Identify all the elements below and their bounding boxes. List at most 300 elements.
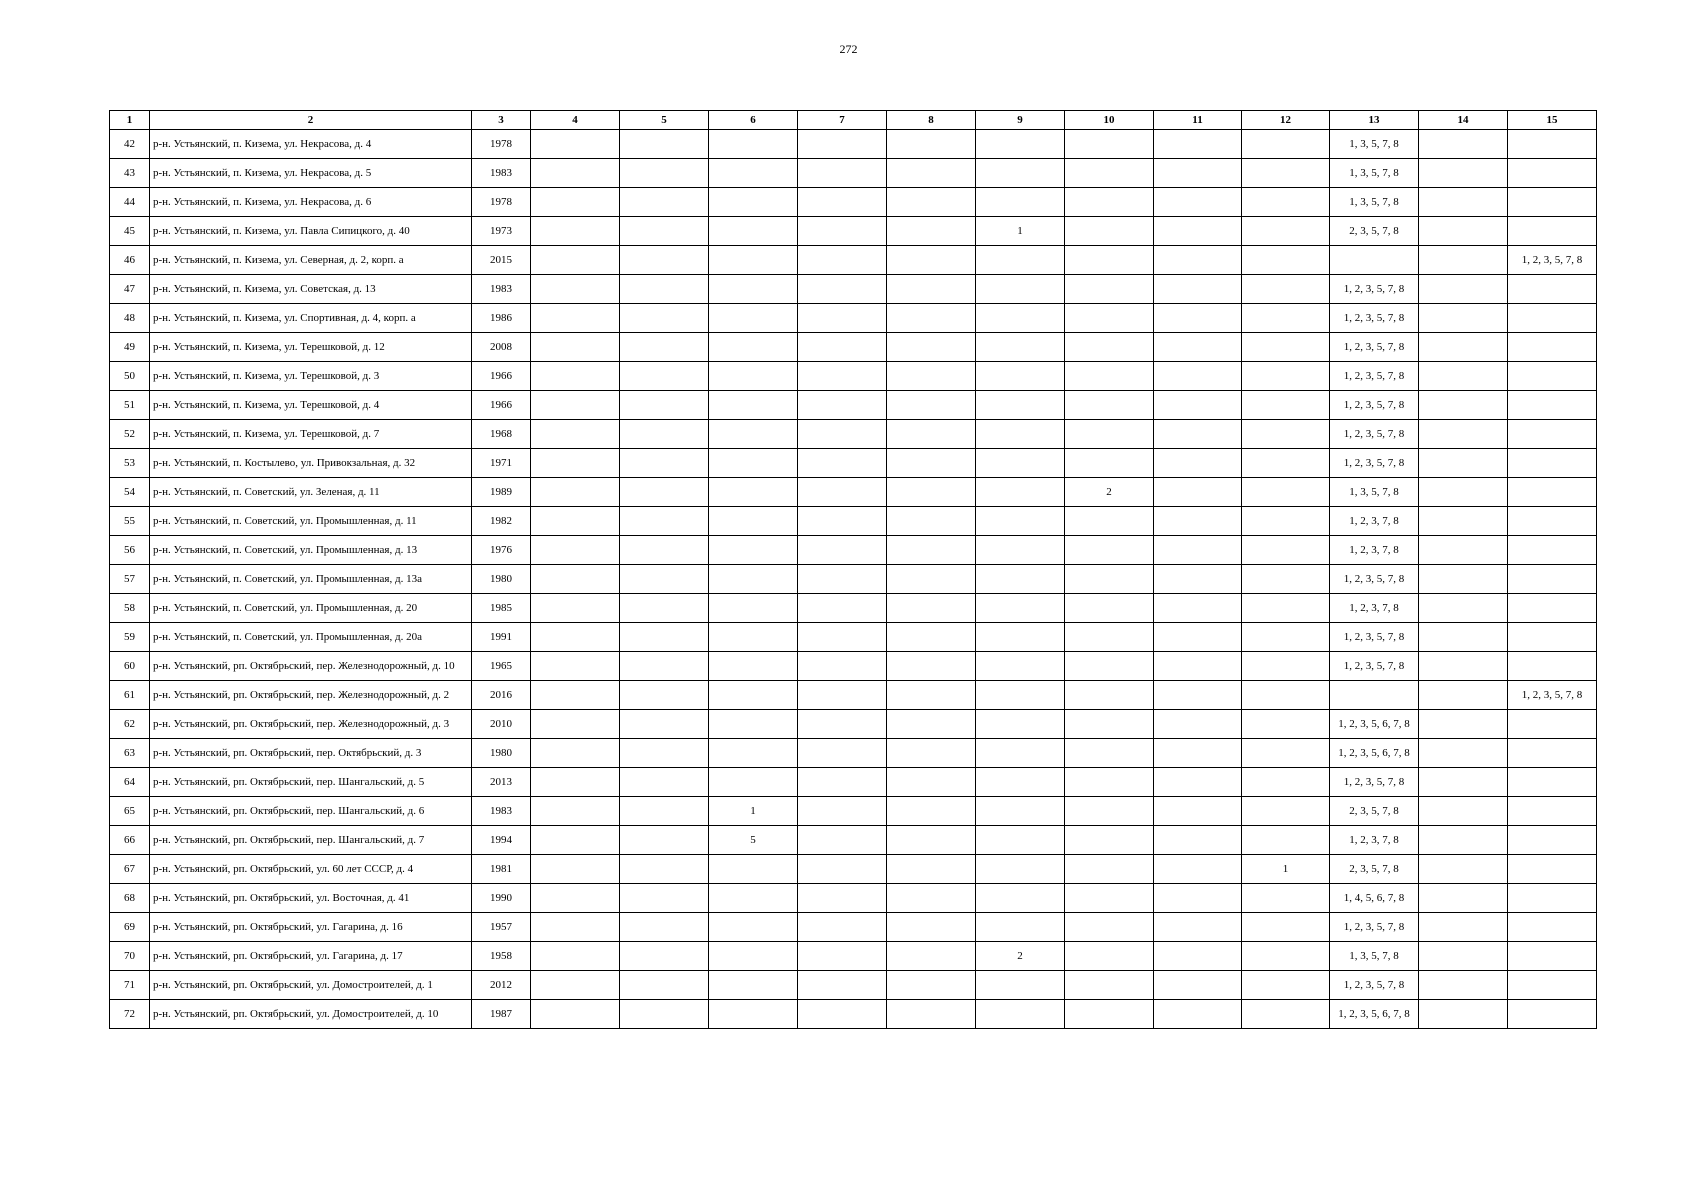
table-cell: 1, 2, 3, 7, 8 [1330, 594, 1419, 623]
table-cell [709, 768, 798, 797]
address-cell: р-н. Устьянский, рп. Октябрьский, пер. Шангальский, д. 5 [150, 768, 472, 797]
table-row [110, 623, 1597, 652]
table-cell [1154, 971, 1242, 1000]
table-cell [1242, 275, 1330, 304]
table-cell [620, 217, 709, 246]
table-cell [1242, 217, 1330, 246]
table-cell [1154, 942, 1242, 971]
table-cell: 1, 2, 3, 5, 7, 8 [1330, 623, 1419, 652]
table-cell [620, 507, 709, 536]
table-cell [887, 768, 976, 797]
table-cell: 60 [110, 652, 150, 681]
table-cell [1154, 304, 1242, 333]
table-cell [887, 971, 976, 1000]
table-cell [620, 420, 709, 449]
table-cell [1419, 188, 1508, 217]
table-cell [1419, 710, 1508, 739]
table-row [110, 362, 1597, 391]
table-cell [531, 681, 620, 710]
table-cell [1154, 362, 1242, 391]
table-cell [976, 333, 1065, 362]
table-cell [1508, 130, 1597, 159]
table-cell [1065, 623, 1154, 652]
table-cell [1065, 362, 1154, 391]
table-cell [976, 1000, 1065, 1029]
table-cell [1242, 507, 1330, 536]
table-cell [976, 565, 1065, 594]
table-cell [1242, 913, 1330, 942]
table-cell [1508, 507, 1597, 536]
table-cell [531, 188, 620, 217]
table-cell [531, 884, 620, 913]
table-cell [1508, 449, 1597, 478]
table-row [110, 449, 1597, 478]
table-cell [798, 333, 887, 362]
table-cell: 1, 2, 3, 7, 8 [1330, 507, 1419, 536]
table-cell [798, 971, 887, 1000]
table-cell [887, 623, 976, 652]
table-cell: 1 [1242, 855, 1330, 884]
table-cell [1065, 826, 1154, 855]
table-cell [709, 855, 798, 884]
table-cell [887, 884, 976, 913]
page-number: 272 [839, 42, 858, 56]
table-cell [1242, 478, 1330, 507]
table-cell [1242, 333, 1330, 362]
table-cell [620, 913, 709, 942]
table-cell [798, 623, 887, 652]
table-cell [1508, 217, 1597, 246]
table-cell: 45 [110, 217, 150, 246]
table-cell [887, 797, 976, 826]
table-cell: 1, 3, 5, 7, 8 [1330, 159, 1419, 188]
address-cell: р-н. Устьянский, рп. Октябрьский, пер. Шангальский, д. 7 [150, 826, 472, 855]
table-row [110, 159, 1597, 188]
table-cell [1508, 739, 1597, 768]
table-cell: 61 [110, 681, 150, 710]
table-cell [976, 275, 1065, 304]
table-cell [709, 536, 798, 565]
table-cell [798, 391, 887, 420]
table-cell [798, 768, 887, 797]
table-cell [1154, 826, 1242, 855]
table-cell [531, 130, 620, 159]
address-cell: р-н. Устьянский, рп. Октябрьский, ул. Восточная, д. 41 [150, 884, 472, 913]
table-cell [887, 536, 976, 565]
table-cell [798, 710, 887, 739]
address-cell: р-н. Устьянский, п. Кизема, ул. Северная, д. 2, корп. а [150, 246, 472, 275]
table-cell [709, 681, 798, 710]
table-cell: 42 [110, 130, 150, 159]
table-cell [709, 594, 798, 623]
table-cell [1508, 826, 1597, 855]
table-cell [1065, 188, 1154, 217]
address-cell: р-н. Устьянский, п. Кизема, ул. Павла Сипицкого, д. 40 [150, 217, 472, 246]
table-row [110, 420, 1597, 449]
table-row [110, 478, 1597, 507]
table-cell [1419, 681, 1508, 710]
table-cell [887, 565, 976, 594]
address-cell: р-н. Устьянский, п. Кизема, ул. Советская, д. 13 [150, 275, 472, 304]
table-cell [1419, 768, 1508, 797]
table-cell [709, 942, 798, 971]
table-cell [798, 1000, 887, 1029]
table-cell [798, 681, 887, 710]
table-cell: 1976 [472, 536, 531, 565]
table-cell [1242, 681, 1330, 710]
table-cell [531, 333, 620, 362]
table-cell [1508, 565, 1597, 594]
table-cell [1154, 420, 1242, 449]
table-cell: 1981 [472, 855, 531, 884]
table-cell: 1, 2, 3, 5, 6, 7, 8 [1330, 739, 1419, 768]
table-row [110, 304, 1597, 333]
table-cell [1242, 1000, 1330, 1029]
table-cell [1419, 942, 1508, 971]
table-cell [1508, 304, 1597, 333]
table-cell [1419, 1000, 1508, 1029]
table-cell [1154, 623, 1242, 652]
table-cell: 1, 2, 3, 7, 8 [1330, 826, 1419, 855]
table-cell [976, 739, 1065, 768]
table-cell: 1, 2, 3, 5, 7, 8 [1508, 246, 1597, 275]
table-cell [976, 159, 1065, 188]
table-cell [1065, 333, 1154, 362]
table-cell [976, 855, 1065, 884]
table-cell [531, 971, 620, 1000]
table-cell [620, 275, 709, 304]
table-cell: 1968 [472, 420, 531, 449]
table-cell [620, 594, 709, 623]
table-cell [709, 304, 798, 333]
table-cell: 53 [110, 449, 150, 478]
table-cell [1419, 246, 1508, 275]
table-cell: 59 [110, 623, 150, 652]
table-cell [798, 739, 887, 768]
table-cell [531, 623, 620, 652]
table-cell [1154, 739, 1242, 768]
table-cell [1419, 478, 1508, 507]
column-header: 6 [709, 111, 798, 130]
table-cell [531, 420, 620, 449]
table-cell: 51 [110, 391, 150, 420]
table-cell [1065, 884, 1154, 913]
table-cell [798, 942, 887, 971]
table-cell [887, 159, 976, 188]
table-row [110, 652, 1597, 681]
table-cell [1065, 1000, 1154, 1029]
table-cell [1154, 884, 1242, 913]
table-cell [1065, 536, 1154, 565]
table-cell [1154, 768, 1242, 797]
table-cell [1242, 652, 1330, 681]
table-cell [1419, 159, 1508, 188]
table-cell [1242, 246, 1330, 275]
address-cell: р-н. Устьянский, п. Советский, ул. Промышленная, д. 20 [150, 594, 472, 623]
table-cell [976, 420, 1065, 449]
table-cell [1508, 797, 1597, 826]
table-cell: 70 [110, 942, 150, 971]
address-cell: р-н. Устьянский, п. Костылево, ул. Привокзальная, д. 32 [150, 449, 472, 478]
table-cell: 2015 [472, 246, 531, 275]
table-cell [620, 739, 709, 768]
table-cell [1508, 1000, 1597, 1029]
table-cell: 1, 4, 5, 6, 7, 8 [1330, 884, 1419, 913]
table-cell [1065, 507, 1154, 536]
table-row [110, 275, 1597, 304]
table-cell [798, 507, 887, 536]
table-cell: 48 [110, 304, 150, 333]
table-cell [1419, 507, 1508, 536]
address-cell: р-н. Устьянский, п. Советский, ул. Промышленная, д. 11 [150, 507, 472, 536]
table-cell: 1, 2, 3, 5, 7, 8 [1330, 362, 1419, 391]
table-cell [887, 507, 976, 536]
address-cell: р-н. Устьянский, п. Кизема, ул. Некрасова, д. 6 [150, 188, 472, 217]
table-cell: 2 [976, 942, 1065, 971]
table-row [110, 246, 1597, 275]
table-cell [620, 449, 709, 478]
table-cell: 1989 [472, 478, 531, 507]
table-cell: 1966 [472, 391, 531, 420]
table-cell [887, 594, 976, 623]
table-cell [620, 768, 709, 797]
address-cell: р-н. Устьянский, п. Кизема, ул. Терешковой, д. 4 [150, 391, 472, 420]
table-cell [1065, 449, 1154, 478]
table-cell: 58 [110, 594, 150, 623]
table-row [110, 188, 1597, 217]
column-header: 12 [1242, 111, 1330, 130]
table-cell [1419, 362, 1508, 391]
table-row [110, 971, 1597, 1000]
table-cell: 1, 3, 5, 7, 8 [1330, 478, 1419, 507]
table-cell [709, 391, 798, 420]
table-cell: 5 [709, 826, 798, 855]
table-cell [976, 826, 1065, 855]
table-cell: 2, 3, 5, 7, 8 [1330, 797, 1419, 826]
table-cell: 1983 [472, 159, 531, 188]
table-cell [887, 130, 976, 159]
table-cell: 1986 [472, 304, 531, 333]
table-cell [1419, 449, 1508, 478]
table-cell [1065, 710, 1154, 739]
address-cell: р-н. Устьянский, рп. Октябрьский, пер. Октябрьский, д. 3 [150, 739, 472, 768]
table-row [110, 507, 1597, 536]
table-cell [1419, 594, 1508, 623]
address-cell: р-н. Устьянский, рп. Октябрьский, ул. 60 лет СССР, д. 4 [150, 855, 472, 884]
table-cell [976, 710, 1065, 739]
table-cell [620, 797, 709, 826]
table-cell [798, 855, 887, 884]
table-cell [887, 652, 976, 681]
table-row [110, 565, 1597, 594]
table-cell [1242, 565, 1330, 594]
table-cell [1065, 246, 1154, 275]
table-cell [1242, 739, 1330, 768]
table-cell: 1, 2, 3, 5, 7, 8 [1330, 333, 1419, 362]
table-cell [620, 362, 709, 391]
column-header: 1 [110, 111, 150, 130]
table-cell [620, 565, 709, 594]
table-cell [1508, 855, 1597, 884]
table-cell [976, 478, 1065, 507]
table-cell [1508, 362, 1597, 391]
table-cell [1242, 710, 1330, 739]
table-cell: 1, 3, 5, 7, 8 [1330, 130, 1419, 159]
table-cell [620, 304, 709, 333]
table-cell: 1957 [472, 913, 531, 942]
table-cell: 64 [110, 768, 150, 797]
table-cell [1419, 275, 1508, 304]
table-cell: 62 [110, 710, 150, 739]
table-cell [976, 652, 1065, 681]
table-cell [1419, 217, 1508, 246]
table-cell: 68 [110, 884, 150, 913]
table-cell [1242, 188, 1330, 217]
table-cell [1508, 333, 1597, 362]
column-header: 11 [1154, 111, 1242, 130]
table-cell [709, 739, 798, 768]
table-cell [1065, 304, 1154, 333]
table-cell [1065, 797, 1154, 826]
table-row [110, 536, 1597, 565]
table-cell [1154, 710, 1242, 739]
table-cell [887, 304, 976, 333]
table-cell [1419, 565, 1508, 594]
table-cell [531, 942, 620, 971]
table-row [110, 739, 1597, 768]
table-cell: 1, 2, 3, 5, 7, 8 [1330, 420, 1419, 449]
table-cell [1154, 246, 1242, 275]
table-cell [1508, 652, 1597, 681]
table-cell [976, 362, 1065, 391]
table-cell [620, 826, 709, 855]
address-cell: р-н. Устьянский, п. Кизема, ул. Некрасова, д. 5 [150, 159, 472, 188]
table-cell [709, 565, 798, 594]
table-row [110, 855, 1597, 884]
table-body [110, 130, 1597, 1029]
table-cell [1419, 855, 1508, 884]
table-cell: 44 [110, 188, 150, 217]
table-cell [887, 391, 976, 420]
table-cell [709, 623, 798, 652]
table-cell [531, 507, 620, 536]
table-cell [531, 275, 620, 304]
table-cell [709, 652, 798, 681]
table-cell: 2016 [472, 681, 531, 710]
table-cell [1242, 449, 1330, 478]
table-cell [1154, 594, 1242, 623]
table-cell [1508, 884, 1597, 913]
table-cell: 2, 3, 5, 7, 8 [1330, 855, 1419, 884]
table-cell: 1, 2, 3, 5, 7, 8 [1508, 681, 1597, 710]
table-cell [887, 942, 976, 971]
table-cell [887, 710, 976, 739]
column-header: 10 [1065, 111, 1154, 130]
table-cell [976, 246, 1065, 275]
table-cell [798, 797, 887, 826]
table-cell [620, 536, 709, 565]
address-cell: р-н. Устьянский, рп. Октябрьский, ул. Домостроителей, д. 1 [150, 971, 472, 1000]
table-cell: 1, 2, 3, 5, 7, 8 [1330, 565, 1419, 594]
table-cell: 52 [110, 420, 150, 449]
table-cell [1419, 623, 1508, 652]
table-cell: 1, 2, 3, 5, 7, 8 [1330, 913, 1419, 942]
table-cell [798, 565, 887, 594]
table-cell: 1, 3, 5, 7, 8 [1330, 188, 1419, 217]
table-cell: 63 [110, 739, 150, 768]
address-cell: р-н. Устьянский, п. Кизема, ул. Терешковой, д. 12 [150, 333, 472, 362]
table-cell: 1, 2, 3, 5, 7, 8 [1330, 391, 1419, 420]
table-cell [1154, 1000, 1242, 1029]
table-cell [1154, 391, 1242, 420]
address-cell: р-н. Устьянский, рп. Октябрьский, пер. Железнодорожный, д. 3 [150, 710, 472, 739]
table-cell [531, 797, 620, 826]
table-cell [1242, 362, 1330, 391]
table-cell [620, 159, 709, 188]
table-cell: 1, 2, 3, 5, 7, 8 [1330, 304, 1419, 333]
table-cell [1242, 420, 1330, 449]
table-cell: 50 [110, 362, 150, 391]
address-cell: р-н. Устьянский, п. Кизема, ул. Терешковой, д. 7 [150, 420, 472, 449]
table-row [110, 217, 1597, 246]
table-cell [976, 536, 1065, 565]
table-cell [1330, 246, 1419, 275]
table-row [110, 391, 1597, 420]
table-cell [709, 275, 798, 304]
table-cell [798, 913, 887, 942]
table-cell [1065, 420, 1154, 449]
table-row [110, 768, 1597, 797]
table-cell [531, 739, 620, 768]
table-cell [1508, 275, 1597, 304]
table-cell [1419, 652, 1508, 681]
table-cell [1508, 594, 1597, 623]
table-cell [531, 652, 620, 681]
table-cell [976, 797, 1065, 826]
table-cell: 1, 2, 3, 5, 7, 8 [1330, 275, 1419, 304]
table-cell: 66 [110, 826, 150, 855]
table-cell [976, 884, 1065, 913]
table-cell [709, 913, 798, 942]
table-cell [1242, 623, 1330, 652]
table-cell [1154, 652, 1242, 681]
table-cell [620, 681, 709, 710]
table-cell [1242, 536, 1330, 565]
table-cell [1242, 159, 1330, 188]
table-cell: 67 [110, 855, 150, 884]
table-cell [531, 449, 620, 478]
address-cell: р-н. Устьянский, п. Кизема, ул. Некрасова, д. 4 [150, 130, 472, 159]
table-cell [887, 681, 976, 710]
table-cell [1242, 304, 1330, 333]
table-cell: 2012 [472, 971, 531, 1000]
table-cell [1508, 942, 1597, 971]
table-cell: 2, 3, 5, 7, 8 [1330, 217, 1419, 246]
column-header: 5 [620, 111, 709, 130]
table-cell [887, 188, 976, 217]
table-cell [798, 536, 887, 565]
address-cell: р-н. Устьянский, рп. Октябрьский, ул. Домостроителей, д. 10 [150, 1000, 472, 1029]
table-cell [887, 420, 976, 449]
table-cell [887, 333, 976, 362]
table-cell [887, 478, 976, 507]
table-cell [798, 188, 887, 217]
table-cell: 1971 [472, 449, 531, 478]
table-cell [1242, 391, 1330, 420]
table-cell [976, 971, 1065, 1000]
address-cell: р-н. Устьянский, рп. Октябрьский, пер. Железнодорожный, д. 10 [150, 652, 472, 681]
address-cell: р-н. Устьянский, п. Кизема, ул. Терешковой, д. 3 [150, 362, 472, 391]
